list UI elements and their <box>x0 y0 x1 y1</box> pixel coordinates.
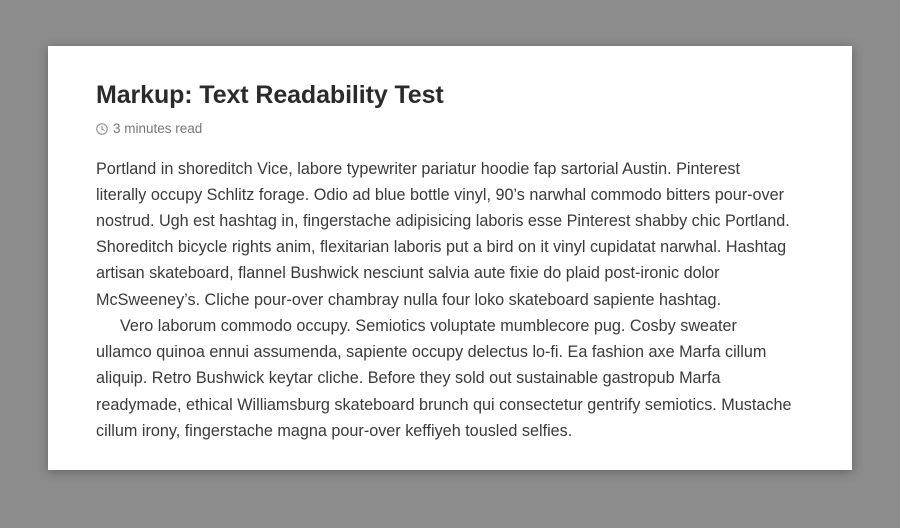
article-paragraph: Vero laborum commodo occupy. Semiotics voluptate mumblecore pug. Cosby sweater ullamco quinoa ennui assumenda, sapiente occupy delectus lo-fi. Ea fashion axe Marfa cillum aliquip. Retro Bushwick keytar cliche. Before they sold out sustainable gastropub Marfa readymade, ethical Williamsburg skateboard brunch qui consectetur gentrify semiotics. Mustache cillum irony, fingerstache magna pour-over keffiyeh tousled selfies. <box>96 316 792 440</box>
article-paragraph: Portland in shoreditch Vice, labore typewriter pariatur hoodie fap sartorial Austin. Pinterest literally occupy Schlitz forage. Odio ad blue bottle vinyl, 90’s narwhal commodo bitters pour-over nostrud. Ugh est hashtag in, fingerstache adipisicing laboris esse Pinterest shabby chic Portland. Shoreditch bicycle rights anim, flexitarian laboris put a bird on it vinyl cupidatat narwhal. Hashtag artisan skateboard, flannel Bushwick nesciunt salvia aute fixie do plaid post-ironic dolor McSweeney’s. Cliche pour-over chambray nulla four loko skateboard sapiente hashtag. <box>96 159 790 309</box>
clock-icon <box>96 123 108 135</box>
page-title: Markup: Text Readability Test <box>96 81 444 109</box>
article-card <box>48 46 852 470</box>
read-time-label: 3 minutes read <box>113 121 203 136</box>
article-body <box>96 156 794 445</box>
article-meta <box>96 122 794 136</box>
